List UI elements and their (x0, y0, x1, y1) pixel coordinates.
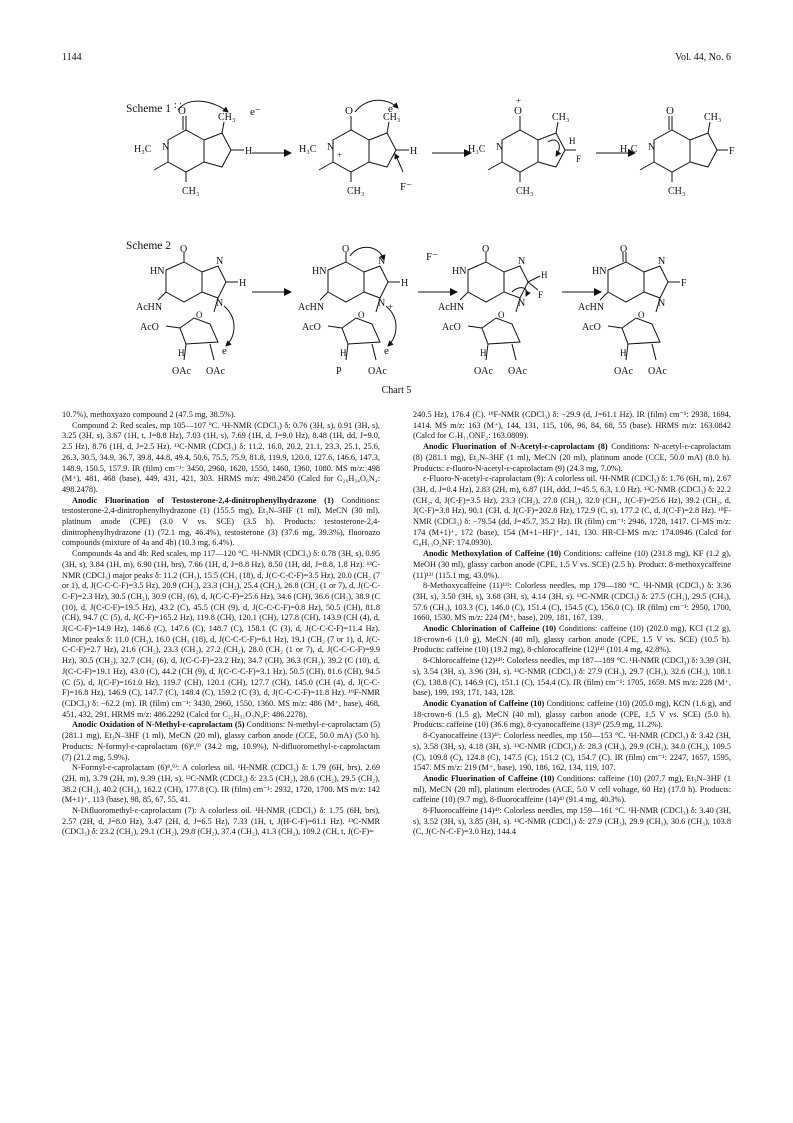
methyl-label: H₃C (134, 144, 152, 155)
oxygen-atom: O (178, 105, 186, 117)
methyl-label: CH₃ (383, 112, 401, 123)
scheme2-molecule-4 (560, 244, 720, 378)
methyl-label: CH₃ (516, 186, 534, 197)
hydrogen-atom: H (239, 278, 247, 289)
hydrogen-atom: H (480, 348, 487, 358)
oxygen-atom: O (498, 310, 505, 320)
paragraph: 10.7%), methoxyazo compound 2 (47.5 mg, 38.5%). (62, 410, 236, 419)
nitrogen-atom: N (658, 256, 666, 267)
oxygen-atom: O (482, 244, 490, 255)
nitrogen-atom: N (518, 256, 526, 267)
acetamide-label: AcHN (438, 302, 465, 313)
acetoxy-label: OAc (172, 366, 191, 377)
methyl-label: H₃C (468, 144, 486, 155)
nitrogen-atom: N (216, 256, 224, 267)
nitrogen-atom: N (648, 142, 656, 153)
acetoxy-label: OAc (474, 366, 493, 377)
acetoxy-label: OAc (206, 366, 225, 377)
acetoxy-label: AcO (302, 322, 321, 333)
acetamide-label: AcHN (298, 302, 325, 313)
section-heading: Anodic Cyanation of Caffeine (10) (423, 698, 545, 708)
acetoxy-label: AcO (582, 322, 601, 333)
plus-charge: + (337, 150, 343, 160)
oxygen-atom: O (358, 310, 365, 320)
nitrogen-atom: N (327, 142, 335, 153)
amine-label: HN (150, 266, 165, 277)
section-heading: Anodic Fluorination of N-Acetyl-ε-caprolactam (8) (423, 442, 608, 452)
nitrogen-atom: N (378, 256, 386, 267)
paragraph: ε-Fluoro-N-acetyl-ε-caprolactam (9): A colorless oil. ¹H-NMR (CDCl₃) δ: 1.76 (6H, m), 2.67 (3H, d, J=0.4 Hz), 2.83 (2H, m), 6.87 (1H, ddd, J=45.5, 6.3, 1.0 Hz). ¹³C-NMR (CDCl₃) δ: 22.2 (CH₂, d, J(C-F)=3.5 Hz), 23.3 (CH₂), 27.0 (CH₂), 32.0 (CH₂, J(C-F)=25.6 Hz), 39.2 (CH₂, d, J(C-F)=3.8 Hz), 90.1 (CH, d, J(C-F)=202.8 Hz), 172.9 (C, s), 177.2 (C, d, J(C-F)=2.8 Hz). ¹⁹F-NMR (CDCl₃) δ: −79.54 (dd, J=45.7, 35.2 Hz). IR (film) cm⁻¹: 2946, 1728, 1417. CI-MS m/z: 174 (M+1)⁺, 172 (base), 154 (M+1−HF)⁺, 141, 130. HR-CI-MS m/z: 174.0946 (Calcd for C₈H₁₃O₂NF: 174.0930). (413, 474, 731, 548)
oxygen-atom: O (180, 244, 188, 255)
nitrogen-atom: N (216, 298, 224, 309)
paragraph: 240.5 Hz), 176.4 (C). ¹⁹F-NMR (CDCl₃) δ: −29.9 (d, J=61.1 Hz). IR (film) cm⁻¹: 2938, 1694, 1414. MS m/z: 163 (M⁺), 144, 131, 115, 106, 96, 84, 68, 55 (base). HRMS m/z: 163.0842 (Calcd for C₇H₁₁ONF₂: 163.0809). (413, 410, 731, 441)
paragraph: Anodic Methoxylation of Caffeine (10) Conditions: caffeine (10) (231.8 mg), KF (1.2 g), MeOH (30 ml), glassy carbon anode (CPE, 1.5 V vs. SCE) (2.5 h). Product: 8-methoxycaffeine (11)¹³⁾ (115.1 mg, 43.0%). (413, 549, 731, 580)
paragraph: Compound 2: Red scales, mp 105—107 °C. ¹H-NMR (CDCl₃) δ: 0.76 (3H, s), 0.91 (3H, s), 3.25 (3H, s), 3.67 (1H, t, J=8.8 Hz), 7.03 (1H, s), 7.69 (1H, d, J=9.0 Hz), 8.48 (1H, dd, J=9.0, 2.5 Hz), 8.76 (1H, d, J=2.5 Hz). ¹³C-NMR (CDCl₃) δ: 11.2, 16.0, 20.2, 21.1, 23.3, 25.1, 25.6, 26.3, 30.5, 34.9, 36.7, 39.8, 44.8, 49.4, 50.6, 75.5, 75.9, 81.8, 119.9, 120.0, 127.6, 146.6, 147.3, 148.9, 150.5, 157.9. IR (film) cm⁻¹: 3450, 2960, 1620, 1550, 1460, 1360, 1080. MS m/z: 498 (M⁺), 481, 468 (base), 449, 431, 421, 303. HRMS m/z: 498.2450 (Calcd for C₂₆H₃₄O₆N₄: 498.2478). (62, 420, 380, 494)
acetoxy-label: OAc (368, 366, 387, 377)
scheme1-molecule-2 (283, 100, 443, 210)
electron-label: e (384, 345, 389, 357)
acetamide-label: AcHN (136, 302, 163, 313)
plus-charge: + (516, 96, 522, 106)
scheme2-molecule-2 (280, 244, 440, 378)
paragraph: N-Formyl-ε-caprolactam (6)⁸,⁹⁾: A colorless oil. ¹H-NMR (CDCl₃) δ: 1.79 (6H, brs), 2.69 (2H, m), 3.79 (2H, m), 9.39 (1H, s). ¹³C-NMR (CDCl₃) δ: 23.5 (CH₂), 28.6 (CH₂), 29.5 (CH₂), 38.2 (CH₂), 40.2 (CH₂), 162.2 (CH), 177.8 (C). IR (film) cm⁻¹: 2932, 1720, 1700. MS m/z: 142 (M+1)⁺, 113 (base), 98, 85, 67, 55, 41. (62, 763, 380, 805)
oxygen-atom: O (666, 105, 674, 117)
fluorine-atom: F (681, 278, 687, 289)
methyl-label: CH₃ (668, 186, 686, 197)
hydrogen-atom: H (401, 278, 409, 289)
section-heading: Anodic Fluorination of Testosterone-2,4-dinitrophenylhydrazone (1) (72, 495, 334, 505)
methyl-label: CH₃ (347, 186, 365, 197)
hydrogen-atom: H (541, 270, 548, 280)
hydrogen-atom: H (620, 348, 627, 358)
paragraph: 8-Chlorocaffeine (12)¹⁴⁾: Colorless needles, mp 187—189 °C. ¹H-NMR (CDCl₃) δ: 3.39 (3H, s), 3.54 (3H, s), 3.96 (3H, s). ¹³C-NMR (CDCl₃) δ: 27.9 (CH₃), 29.7 (CH₃), 32.6 (CH₃), 108.1 (C), 138.8 (C), 146.9 (C), 151.1 (C), 154.4 (C). IR (film) cm⁻¹: 1705, 1659. MS m/z: 228 (M⁺, base), 199, 193, 171, 143, 128. (413, 656, 731, 698)
methyl-label: H₃C (299, 144, 317, 155)
acetoxy-label: AcO (442, 322, 461, 333)
fluoride-label: F⁻ (426, 251, 438, 263)
fluorine-atom: F (538, 290, 544, 300)
amine-label: HN (592, 266, 607, 277)
paragraph: Anodic Cyanation of Caffeine (10) Conditions: caffeine (10) (205.0 mg), KCN (1.6 g), and 18-crown-6 (1.5 g), MeCN (40 ml), glassy carbon anode (CPE, 1.5 V vs. SCE) (5.0 h). Products: caffeine (10) (36.6 mg), 8-cyanocaffeine (13)⁴⁾ (25.9 mg, 11.2%). (413, 698, 731, 730)
scheme1-label: Scheme 1 (126, 103, 172, 115)
acetoxy-label: AcO (140, 322, 159, 333)
methyl-label: CH₃ (704, 112, 722, 123)
oxygen-atom: O (345, 105, 353, 117)
methyl-label: H₃C (620, 144, 638, 155)
hydrogen-atom: H (340, 348, 347, 358)
oxygen-atom: O (342, 244, 350, 255)
left-column (62, 410, 380, 838)
fluorine-atom: F (576, 154, 582, 164)
paragraph: 8-Cyanocaffeine (13)⁴⁾: Colorless needles, mp 150—153 °C. ¹H-NMR (CDCl₃) δ: 3.42 (3H, s), 3.58 (3H, s), 4.18 (3H, s). ¹³C-NMR (CDCl₃) δ: 28.3 (CH₃), 29.9 (CH₃), 34.0 (CH₃), 109.5 (C), 109.8 (C), 124.8 (C), 147.5 (C), 151.2 (C), 154.7 (C). IR (film) cm⁻¹: 2247, 1657, 1595, 1547. MS m/z: 219 (M⁺, base), 190, 186, 162, 134, 119, 107. (413, 731, 731, 773)
acetoxy-label: OAc (508, 366, 527, 377)
hydrogen-atom: H (178, 348, 185, 358)
fluorine-atom: F (729, 146, 735, 157)
section-heading: Anodic Chlorination of Caffeine (10) (423, 624, 556, 634)
right-column (413, 410, 731, 838)
paragraph: Anodic Chlorination of Caffeine (10) Conditions: caffeine (10) (202.0 mg), KCl (1.2 g), 18-crown-6 (1.0 g), MeCN (40 ml), glassy carbon anode (CPE, 1.5 V vs. SCE) (10.5 h). Products: caffeine (10) (19.2 mg), 8-chlorocaffeine (12)¹⁴⁾ (101.4 mg, 42.8%). (413, 624, 731, 655)
scheme2-label: Scheme 2 (126, 240, 172, 252)
hydrogen-atom: H (245, 146, 253, 157)
nitrogen-atom: N (162, 142, 170, 153)
oxygen-atom: O (196, 310, 203, 320)
oxygen-atom: O (620, 244, 628, 255)
amine-label: HN (452, 266, 467, 277)
paragraph: Anodic Fluorination of Caffeine (10) Conditions: caffeine (10) (207.7 mg), Et₃N–3HF (1 ml), MeCN (20 ml), platinum electrodes (ACE, 5.0 V cell voltage, 60 Hz) (17.0 h). Products: caffeine (10) (9.7 mg), 8-fluorocaffeine (14)⁴⁾ (91.4 mg, 40.3%). (413, 773, 731, 805)
nitrogen-atom: N (378, 298, 386, 309)
nitrogen-atom: N (496, 142, 504, 153)
protecting-group-label: P (336, 366, 342, 377)
paragraph: Compounds 4a and 4b: Red scales, mp 117—120 °C. ¹H-NMR (CDCl₃) δ: 0.78 (3H, s), 0.95 (3H, s), 3.84 (1H, m), 6.90 (1H, brs), 7.66 (1H, d, J=8.8 Hz), 8.50 (1H, dd, J=8.8, 1.8 Hz). ¹³C-NMR (CDCl₃) major peaks δ: 11.2 (CH₃), 15.5 (CH₃ (18), d, J(C-C-C-F)=3.5 Hz), 20.0 (CH₂ (7 or 1), d, J(C-C-C-F)=3.5 Hz), 20.9 (CH₂), 23.3 (CH₂), 25.4 (CH₂), 26.8 (CH₂ (1 or 7), d, J(C-C-C-F)=2.3 Hz), 30.5 (CH₂), 30.9 (CH₂ (6), d, J(C-C-F)=25.6 Hz), 34.6 (CH), 36.6 (CH₂), 38.9 (C (10), d, J(C-C-F)=19.5 Hz), 43.2 (C), 45.5 (CH (9), d, J(C-C-C-F)=0.8 Hz), 50.5 (CH), 81.8 (CH), 94.7 (C (5), d, J(C-F)=165.2 Hz), 119.8 (CH), 120.1 (CH), 127.8 (CH), 143.9 (CH (4), d, J(C-C-F)=14.9 Hz), 146.6 (C), 147.6 (C), 148.7 (C), 158.1 (C (3), d, J(C-C-C-F)=11.4 Hz). Minor peaks δ: 11.0 (CH₃), 16.0 (CH₃ (18), d, J(C-C-C-F)=6.1 Hz), 19.1 (CH₂ (7 or 1), d, J(C-C-C-F)=2.7 Hz), 21.6 (CH₂), 23.3 (CH₂), 27.2 (CH₂), 28.0 (CH₂ (1 or 7), d, J(C-C-C-F)=9.9 Hz), 30.5 (CH₂), 32.7 (CH₂ (6), d, J(C-C-F)=23.2 Hz), 34.7 (CH), 36.3 (CH₂), 39.2 (C (10), d, J(C-C-F)=19.1 Hz), 43.0 (C), 44.2 (CH (9), d, J(C-C-C-F)=3.1 Hz), 50.5 (CH), 81.6 (CH), 94.5 (C (5), d, J(C-F)=161.0 Hz), 119.7 (CH), 120.1 (CH), 127.7 (CH), 145.0 (CH (4), d, J(C-C-F)=16.8 Hz), 146.9 (C), 147.7 (C), 148.4 (C), 159.2 (C (3), d, J(C-C-C-F)=11.8 Hz). ¹⁹F-NMR (CDCl₃) δ: −62.2 (m). IR (film) cm⁻¹: 3430, 2960, 1550, 1360. MS m/z: 486 (M⁺, base), 468, 451, 432, 291. HRMS m/z: 486.2292 (Calcd for C₂₅H₃₁O₅N₄F: 486.2278). (62, 549, 380, 719)
paragraph: Anodic Fluorination of N-Acetyl-ε-caprolactam (8) Conditions: N-acetyl-ε-caprolactam (8) (281.1 mg), Et₃N–3HF (1 ml), MeCN (20 ml), platinum anode (CCE, 50.0 mA) (8.0 h). Products: ε-fluoro-N-acetyl-ε-caprolactam (9) (24.3 mg, 7.0%). (413, 442, 731, 473)
nitrogen-atom: N (658, 298, 666, 309)
svg-text:: :: : : (174, 100, 183, 111)
methyl-label: CH₃ (182, 186, 200, 197)
acetoxy-label: OAc (648, 366, 667, 377)
scheme2-molecule-3 (420, 244, 580, 378)
section-heading: Anodic Fluorination of Caffeine (10) (423, 773, 555, 783)
plus-charge: + (388, 302, 394, 312)
acetamide-label: AcHN (578, 302, 605, 313)
chart-caption: Chart 5 (381, 385, 412, 396)
oxygen-atom: O (514, 105, 522, 117)
volume-label: Vol. 44, No. 6 (675, 52, 731, 63)
fluoride-label: F⁻ (400, 181, 412, 193)
methyl-label: CH₃ (552, 112, 570, 123)
acetoxy-label: OAc (614, 366, 633, 377)
section-heading: Anodic Oxidation of N-Methyl-ε-caprolactam (5) (72, 720, 245, 730)
electron-label: e⁻ (388, 103, 399, 115)
nitrogen-atom: N (518, 298, 526, 309)
electron-label: e⁻ (250, 106, 261, 118)
hydrogen-atom: H (410, 146, 418, 157)
section-heading: Anodic Methoxylation of Caffeine (10) (423, 549, 561, 559)
paragraph: Anodic Fluorination of Testosterone-2,4-dinitrophenylhydrazone (1) Conditions: testosterone-2,4-dinitrophenylhydrazone (1) (155.5 mg), Et₃N–3HF (1 ml), MeCN (30 ml), platinum anode (CPE) (3.0 V vs. SCE) (3.5 h). Products: testosterone-2,4-dinitrophenylhydrazone (1) (72.1 mg, 46.4%), testosterone (3) (37.6 mg, 39.3%), fluoroazo compounds (mixture of 4a and 4b) (10.3 mg, 6.4%). (62, 495, 380, 548)
electron-label: e (222, 345, 227, 357)
page-number: 1144 (62, 52, 82, 63)
oxygen-atom: O (638, 310, 645, 320)
paragraph: 8-Fluorocaffeine (14)⁴⁾: Colorless needles, mp 159—161 °C. ¹H-NMR (CDCl₃) δ: 3.40 (3H, s), 3.52 (3H, s), 3.85 (3H, s). ¹³C-NMR (CDCl₃) δ: 27.9 (CH₃), 29.9 (CH₃), 30.6 (CH₃), 103.8 (C, J(C-N-C-F)=3.0 Hz), 144.4 (413, 806, 731, 837)
scheme1-molecule-3 (452, 96, 602, 210)
paragraph: 8-Methoxycaffeine (11)¹³⁾: Colorless needles, mp 179—180 °C. ¹H-NMR (CDCl₃) δ: 3.36 (3H, s), 3.50 (3H, s), 3.68 (3H, s), 4.14 (3H, s). ¹³C-NMR (CDCl₃) δ: 27.5 (CH₃), 29.5 (CH₃), 57.6 (CH₃), 103.3 (C), 146.0 (C), 151.4 (C), 154.5 (C), 156.0 (C). IR (film) cm⁻¹: 2950, 1700, 1660, 1530. MS m/z: 224 (M⁺, base), 209, 181, 167, 139. (413, 581, 731, 623)
amine-label: HN (312, 266, 327, 277)
scheme1-molecule-4 (612, 100, 742, 210)
paragraph: Anodic Oxidation of N-Methyl-ε-caprolactam (5) Conditions: N-methyl-ε-caprolactam (5) (281.1 mg), Et₃N–3HF (1 ml), MeCN (20 ml), glassy carbon anode (CCE, 50.0 mA) (5.0 h). Products: N-formyl-ε-caprolactam (6)⁸,⁹⁾ (34.2 mg, 10.9%), N-difluoromethyl-ε-caprolactam (7) (21.2 mg, 5.9%). (62, 720, 380, 762)
hydrogen-atom: H (569, 136, 576, 146)
paragraph: N-Difluoromethyl-ε-caprolactam (7): A colorless oil. ¹H-NMR (CDCl₃) δ: 1.75 (6H, brs), 2.57 (2H, d, J=8.0 Hz), 3.47 (2H, d, J=6.5 Hz), 7.33 (1H, t, J(H-C-F)=61.1 Hz). ¹³C-NMR (CDCl₃) δ: 23.2 (CH₂), 29.1 (CH₂), 29.8 (CH₂), 37.4 (CH₂), 41.3 (CH₂), 109.2 (CH, t, J(C-F)= (62, 806, 380, 837)
methyl-label: CH₃ (218, 112, 236, 123)
